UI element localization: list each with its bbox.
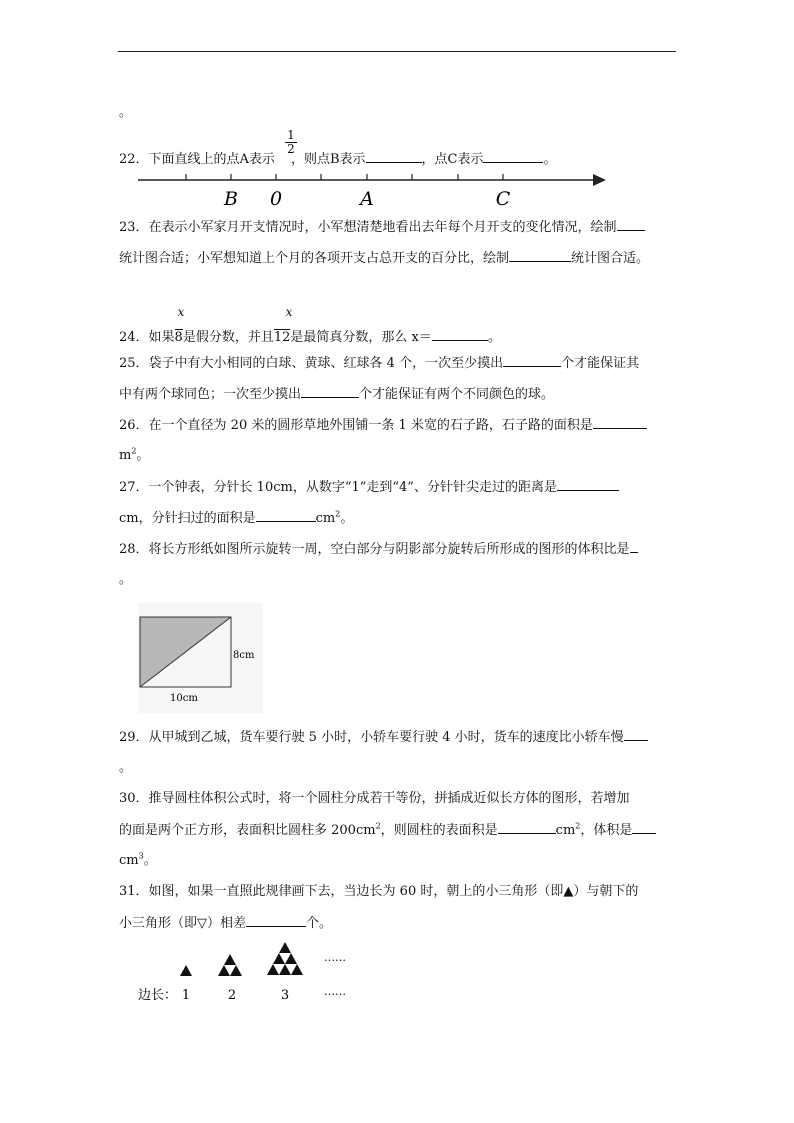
number-line-ticks [186,174,503,180]
number-line [130,168,610,210]
q30-unit: cm [555,823,576,838]
q22-prefix: 22．下面直线上的点A表示 [119,152,275,167]
q22-fraction-denominator: 2 [287,142,295,156]
answer-blank[interactable] [432,328,488,341]
q22-mid: ，则点B表示 [290,152,366,167]
label-A: A [360,188,374,210]
q29-text1: 29．从甲城到乙城，货车要行驶 5 小时，小轿车要行驶 4 小时，货车的速度比小轿车慢 [119,730,624,745]
q26-end: 。 [136,448,150,463]
q24-prefix: 24．如果 [119,330,175,345]
q30-unit-2: cm [119,853,139,868]
question-24 [119,328,501,347]
side-length-caption: 边长： [138,988,178,1003]
q31-text2: 个。 [306,916,333,931]
label-B: B [224,188,238,210]
q23-text3: 统计图合适。 [571,251,650,266]
question-30-line3 [119,852,157,870]
header-rule [118,51,676,52]
q25-text2: 个才能保证其 [561,356,640,371]
answer-blank[interactable] [503,354,561,367]
answer-blank[interactable] [593,416,647,429]
q22-mid2: ，点C表示 [421,152,484,167]
question-22 [119,150,556,169]
question-23-line2 [119,249,649,268]
q22-fraction-numerator: 1 [287,128,295,142]
number-line-arrow [593,174,606,186]
answer-blank[interactable] [617,218,645,231]
question-28-line2: 。 [119,572,133,587]
q24-fraction-2 [282,306,296,319]
question-29-line2: 。 [119,760,133,775]
q24-f2-denominator: 12 [273,330,291,345]
q27-unit-exponent: 2 [335,509,341,519]
question-31-line2 [119,914,332,933]
q26-unit-exponent: 2 [131,446,137,456]
question-30-line2 [119,821,656,840]
q23-text2: 统计图合适；小军想知道上个月的各项开支占总开支的百分比，绘制 [119,251,510,266]
q24-f1-denominator: 8 [174,330,183,345]
q30-end: 。 [143,853,157,868]
answer-blank[interactable] [509,249,571,262]
q22-end: 。 [543,152,557,167]
lead-period: 。 [119,105,133,120]
answer-blank[interactable] [246,914,306,927]
side-length-2: 2 [227,988,237,1003]
question-27-line1 [119,478,619,497]
answer-blank[interactable] [630,540,638,553]
triangle-size-3 [267,942,303,975]
q30-text3: ，体积是 [580,823,633,838]
q25-text3: 中有两个球同色；一次至少摸出 [119,387,302,402]
q24-f2-numerator: x [285,305,293,319]
q27-text2: cm，分针扫过的面积是 [119,511,256,526]
answer-blank[interactable] [256,509,316,522]
question-30-line1: 30．推导圆柱体积公式时，将一个圆柱分成若干等份，拼插成近似长方体的图形，若增加 [119,791,630,806]
answer-blank[interactable] [366,150,422,163]
question-28-line1 [119,540,638,559]
answer-blank[interactable] [557,478,619,491]
q24-mid: 是假分数，并且 [182,330,274,345]
answer-blank[interactable] [624,728,648,741]
triangle-size-1 [180,965,192,976]
side-length-1: 1 [181,988,191,1003]
question-23-line1 [119,218,645,237]
question-25-line1 [119,354,639,373]
q31-text1: 小三角形（即▽）相差 [119,916,246,931]
q30-exponent-2: 2 [575,821,581,831]
question-27-line2 [119,509,353,528]
answer-blank[interactable] [301,385,359,398]
q28-text1: 28．将长方形纸如图所示旋转一周，空白部分与阴影部分旋转后所形成的图形的体积比是 [119,542,630,557]
label-C: C [495,188,511,210]
q24-suffix: 是最简真分数，那么 x＝ [290,330,432,345]
answer-blank[interactable] [498,821,556,834]
q30-exponent-3: 3 [138,851,144,861]
q24-f1-numerator: x [177,305,185,319]
q25-text4: 个才能保证有两个不同颜色的球。 [359,387,555,402]
label-0: 0 [269,188,283,210]
q24-fraction-1 [175,306,187,319]
q30-exponent-1: 2 [375,821,381,831]
q26-unit: m [119,448,132,463]
answer-blank[interactable] [632,821,656,834]
q27-end: 。 [340,511,354,526]
width-label: 10cm [170,693,198,704]
question-29-line1 [119,728,648,747]
question-31-line1: 31．如图，如果一直照此规律画下去，当边长为 60 时，朝上的小三角形（即▲）与朝下的 [119,884,639,899]
q25-text1: 25．袋子中有大小相同的白球、黄球、红球各 4 个，一次至少摸出 [119,356,504,371]
side-length-3: 3 [280,988,290,1003]
answer-blank[interactable] [483,150,543,163]
question-26-line2 [119,447,149,465]
q27-unit: cm [315,511,336,526]
question-25-line2 [119,385,554,404]
ellipsis-bottom: …… [324,985,346,998]
q30-text1: 的面是两个正方形，表面积比圆柱多 200cm [119,823,376,838]
q27-text1: 27．一个钟表，分针长 10cm，从数字“1”走到“4”、分针针尖走过的距离是 [119,480,557,495]
q24-end: 。 [487,330,501,345]
q30-text2: ，则圆柱的表面积是 [380,823,498,838]
q23-text1: 23．在表示小军家月开支情况时，小军想清楚地看出去年每个月开支的变化情况，绘制 [119,220,617,235]
triangle-pattern-figure [134,937,364,1005]
triangle-size-2 [218,954,242,976]
rotation-rectangle-figure [136,603,266,715]
question-26-line1 [119,416,647,435]
ellipsis-top: …… [324,951,346,964]
q26-text1: 26．在一个直径为 20 米的圆形草地外围铺一条 1 米宽的石子路，石子路的面积是 [119,418,593,433]
height-label: 8cm [233,650,255,661]
